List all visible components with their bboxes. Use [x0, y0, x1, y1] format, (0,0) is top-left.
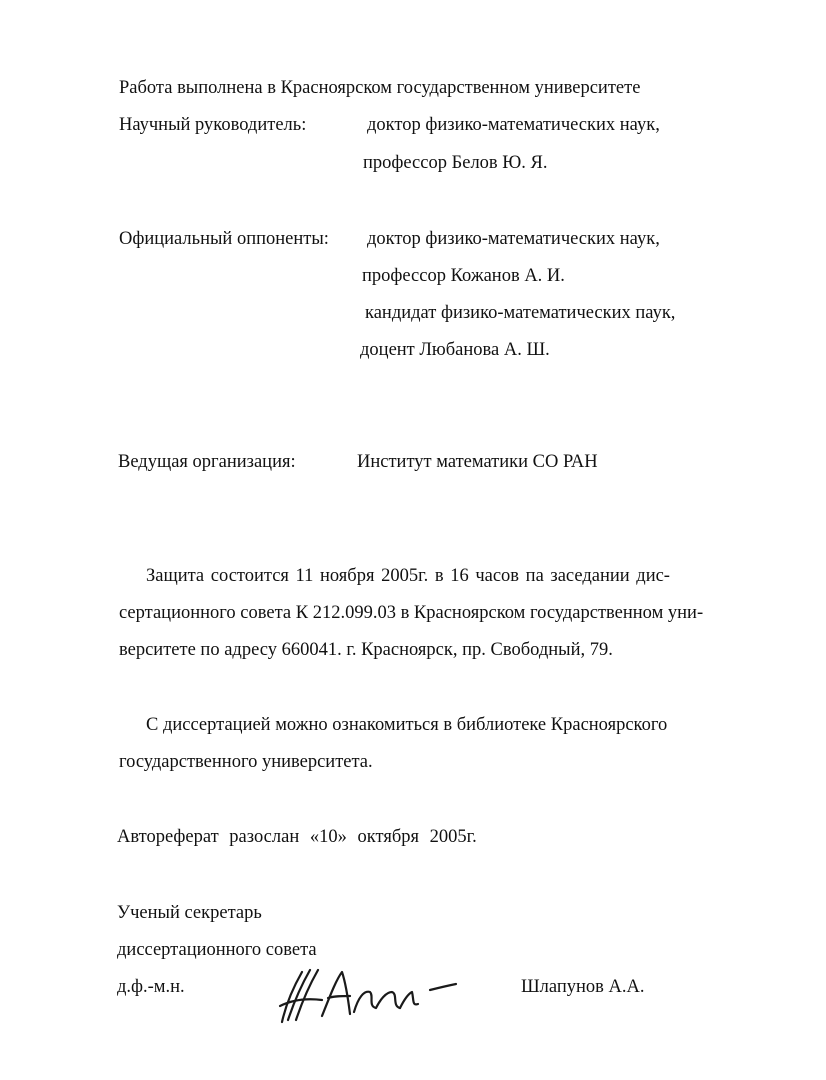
secretary-line-2: диссертационного совета: [117, 940, 317, 960]
work-done-line: Работа выполнена в Красноярском государственном университете: [119, 78, 641, 98]
secretary-degree: д.ф.-м.н.: [117, 977, 185, 997]
secretary-line-1: Ученый секретарь: [117, 903, 262, 923]
signature: [272, 962, 462, 1028]
leading-org-label: Ведущая организация:: [118, 452, 296, 472]
library-line-2: государственного университета.: [119, 752, 373, 772]
supervisor-label: Научный руководитель:: [119, 115, 307, 135]
opponent-line-4: доцент Любанова А. Ш.: [360, 340, 550, 360]
defense-line-2: сертационного совета К 212.099.03 в Красноярском государственном уни-: [119, 603, 704, 623]
leading-org-value: Институт математики СО РАН: [357, 452, 598, 472]
opponent-line-3: кандидат физико-математических паук,: [365, 303, 676, 323]
supervisor-line-2: профессор Белов Ю. Я.: [363, 153, 548, 173]
secretary-name: Шлапунов А.А.: [521, 977, 645, 997]
opponent-line-1: доктор физико-математических наук,: [367, 229, 660, 249]
opponent-line-2: профессор Кожанов А. И.: [362, 266, 565, 286]
abstract-sent-line: Автореферат разослан «10» октября 2005г.: [117, 827, 477, 847]
defense-line-3: верситете по адресу 660041. г. Красноярск, пр. Свободный, 79.: [119, 640, 613, 660]
library-line-1: С диссертацией можно ознакомиться в библиотеке Красноярского: [146, 715, 668, 735]
supervisor-line-1: доктор физико-математических наук,: [367, 115, 660, 135]
defense-line-1: Защита состоится 11 ноября 2005г. в 16 часов па заседании дис-: [146, 566, 670, 586]
opponents-label: Официальный оппоненты:: [119, 229, 329, 249]
